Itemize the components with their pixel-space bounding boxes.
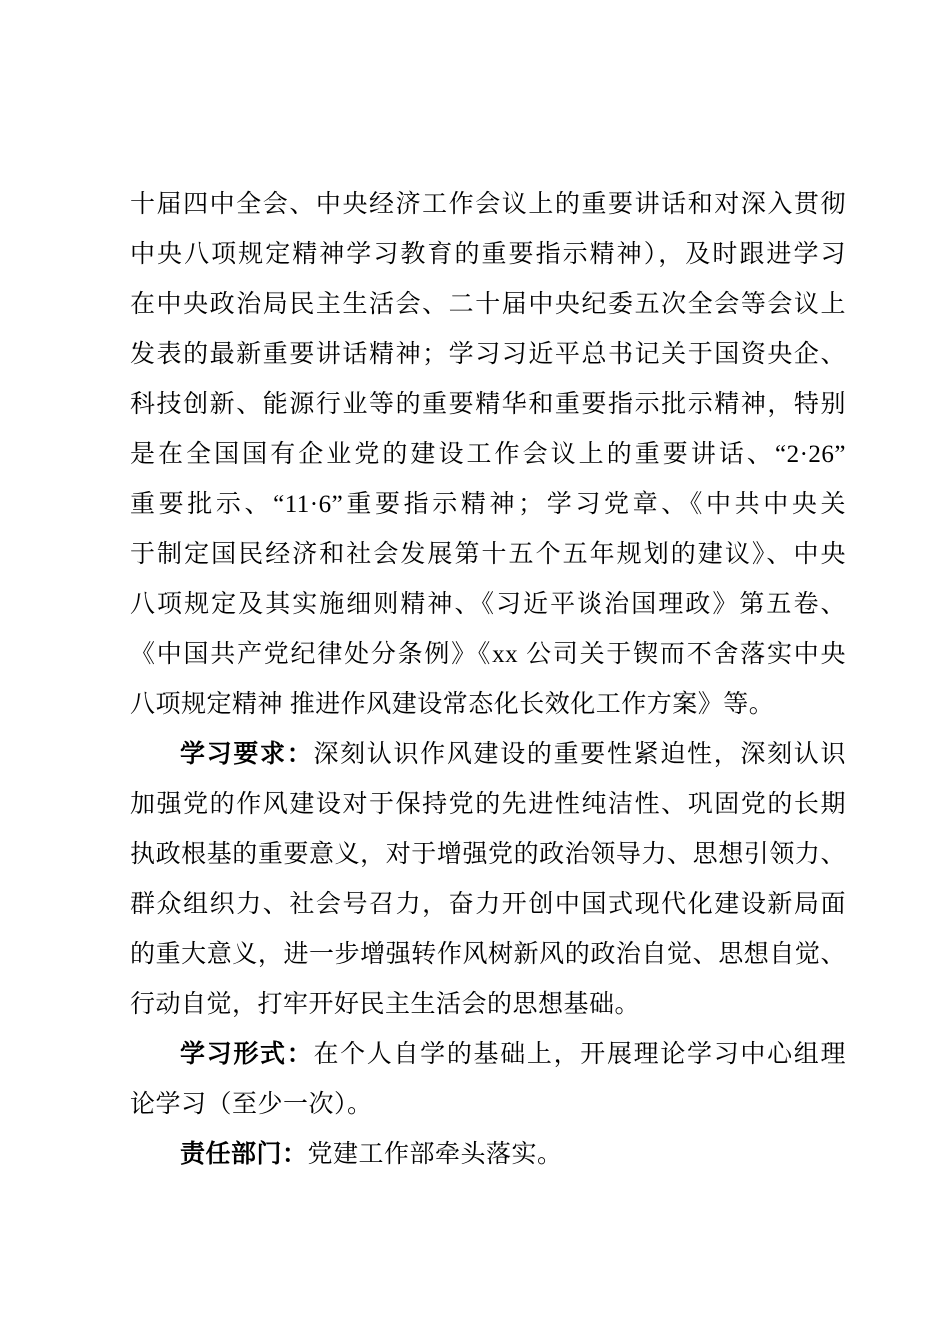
text-line: 论学习（至少一次）。 — [130, 1091, 373, 1118]
text-line: 十届四中全会、中央经济工作会议上的重要讲话和对深入贯彻 — [130, 191, 846, 218]
text-line: 执政根基的重要意义，对于增强党的政治领导力、思想引领力、 — [130, 841, 846, 868]
text-line-paragraph-start — [130, 1030, 846, 1080]
text-line: 是在全国国有企业党的建设工作会议上的重要讲话、“2·26” — [130, 441, 846, 468]
text-line: 的重大意义，进一步增强转作风树新风的政治自觉、思想自觉、 — [130, 941, 846, 968]
text-line: 八项规定精神 推进作风建设常态化长效化工作方案》等。 — [130, 691, 775, 718]
document-body — [130, 180, 846, 1180]
text-line: 八项规定及其实施细则精神、《习近平谈治国理政》第五卷、 — [130, 591, 846, 618]
text-line: 加强党的作风建设对于保持党的先进性纯洁性、巩固党的长期 — [130, 791, 846, 818]
text-line: 行动自觉，打牢开好民主生活会的思想基础。 — [130, 991, 641, 1018]
paragraph-lead-responsible-department: 责任部门： — [180, 1141, 308, 1168]
text-line: 科技创新、能源行业等的重要精华和重要指示批示精神，特别 — [130, 391, 846, 418]
text-line: 群众组织力、社会号召力，奋力开创中国式现代化建设新局面 — [130, 891, 846, 918]
text-line: 中央八项规定精神学习教育的重要指示精神），及时跟进学习 — [130, 241, 846, 268]
text-line: 《中国共产党纪律处分条例》《xx 公司关于锲而不舍落实中央 — [130, 641, 846, 668]
text-line: 重要批示、“11·6”重要指示精神；学习党章、《中共中央关 — [130, 491, 846, 518]
paragraph-text: 深刻认识作风建设的重要性紧迫性，深刻认识 — [313, 741, 846, 768]
text-line: 发表的最新重要讲话精神；学习习近平总书记关于国资央企、 — [130, 341, 846, 368]
text-line: 在中央政治局民主生活会、二十届中央纪委五次全会等会议上 — [130, 291, 846, 318]
paragraph-text: 党建工作部牵头落实。 — [307, 1141, 563, 1168]
text-line-paragraph-start — [130, 1130, 846, 1180]
paragraph-lead-study-requirements: 学习要求： — [180, 741, 314, 768]
text-line: 于制定国民经济和社会发展第十五个五年规划的建议》、中央 — [130, 541, 846, 568]
text-line-paragraph-start — [130, 730, 846, 780]
paragraph-text: 在个人自学的基础上，开展理论学习中心组理 — [313, 1041, 846, 1068]
paragraph-lead-study-format: 学习形式： — [180, 1041, 314, 1068]
